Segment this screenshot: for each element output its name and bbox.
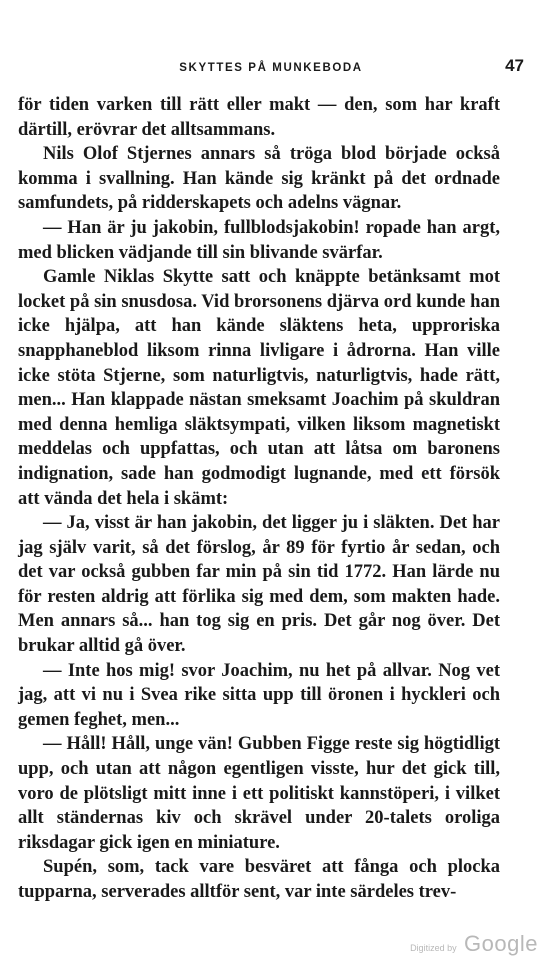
running-title: SKYTTES PÅ MUNKEBODA <box>179 62 363 74</box>
paragraph-4: Gamle Niklas Skytte satt och knäppte betänksamt mot locket på sin snusdosa. Vid brorsonens djärva ord kunde han icke hjälpa, att han kände släktens heta, upproriska snapphaneblod liksom rinna livligare i ådrorna. Han ville icke stöta Stjerne, som naturligtvis, naturligtvis, hade rätt, men... Han klappade nästan smeksamt Joachim på skuldran med denna hemliga släktsympati, vilken liksom magnetiskt meddelas och uppfattas, och utan att låtsa om baronens indignation, sade han godmodigt lugnande, med ett försök att vända det hela i skämt: <box>18 267 500 509</box>
page-number: 47 <box>505 56 524 75</box>
running-head <box>18 58 524 78</box>
digitization-watermark <box>410 931 538 957</box>
watermark-prefix: Digitized by <box>410 943 457 953</box>
body-text <box>18 93 500 905</box>
paragraph-1: för tiden varken till rätt eller makt — den, som har kraft därtill, erövrar det alltsammans. <box>18 95 500 140</box>
paragraph-2: Nils Olof Stjernes annars så tröga blod började också komma i svallning. Han kände sig kränkt på det ordnade samfundets, på ridderskapets och adelns vägnar. <box>18 144 500 214</box>
paragraph-7: — Håll! Håll, unge vän! Gubben Figge reste sig högtidligt upp, och utan att någon egentligen visste, hur det gick till, voro de plötsligt mitt inne i ett politiskt kannstöperi, i vilket allt ständernas kiv och skrävel under 20-talets oroliga riksdagar gick igen en miniature. <box>18 734 500 853</box>
paragraph-3: — Han är ju jakobin, fullblodsjakobin! ropade han argt, med blicken vädjande till sin blivande svärfar. <box>18 217 500 263</box>
paragraph-6: — Inte hos mig! svor Joachim, nu het på allvar. Nog vet jag, att vi nu i Svea rike sitta upp till öronen i hyckleri och gemen feghet, men... <box>18 660 500 730</box>
watermark-brand: Google <box>464 931 538 956</box>
paragraph-8: Supén, som, tack vare besväret att fånga och plocka tupparna, serverades alltför sent, var inte särdeles trev- <box>18 857 500 902</box>
paragraph-5: — Ja, visst är han jakobin, det ligger ju i släkten. Det har jag själv varit, så det förslog, år 89 för fyrtio år sedan, och det var också gubben far min på sin tid 1772. Han lärde nu för resten aldrig att förlika sig med dem, som makten hade. Men annars så... han tog sig en pris. Det går nog över. Det brukar alltid gå över. <box>18 513 500 657</box>
